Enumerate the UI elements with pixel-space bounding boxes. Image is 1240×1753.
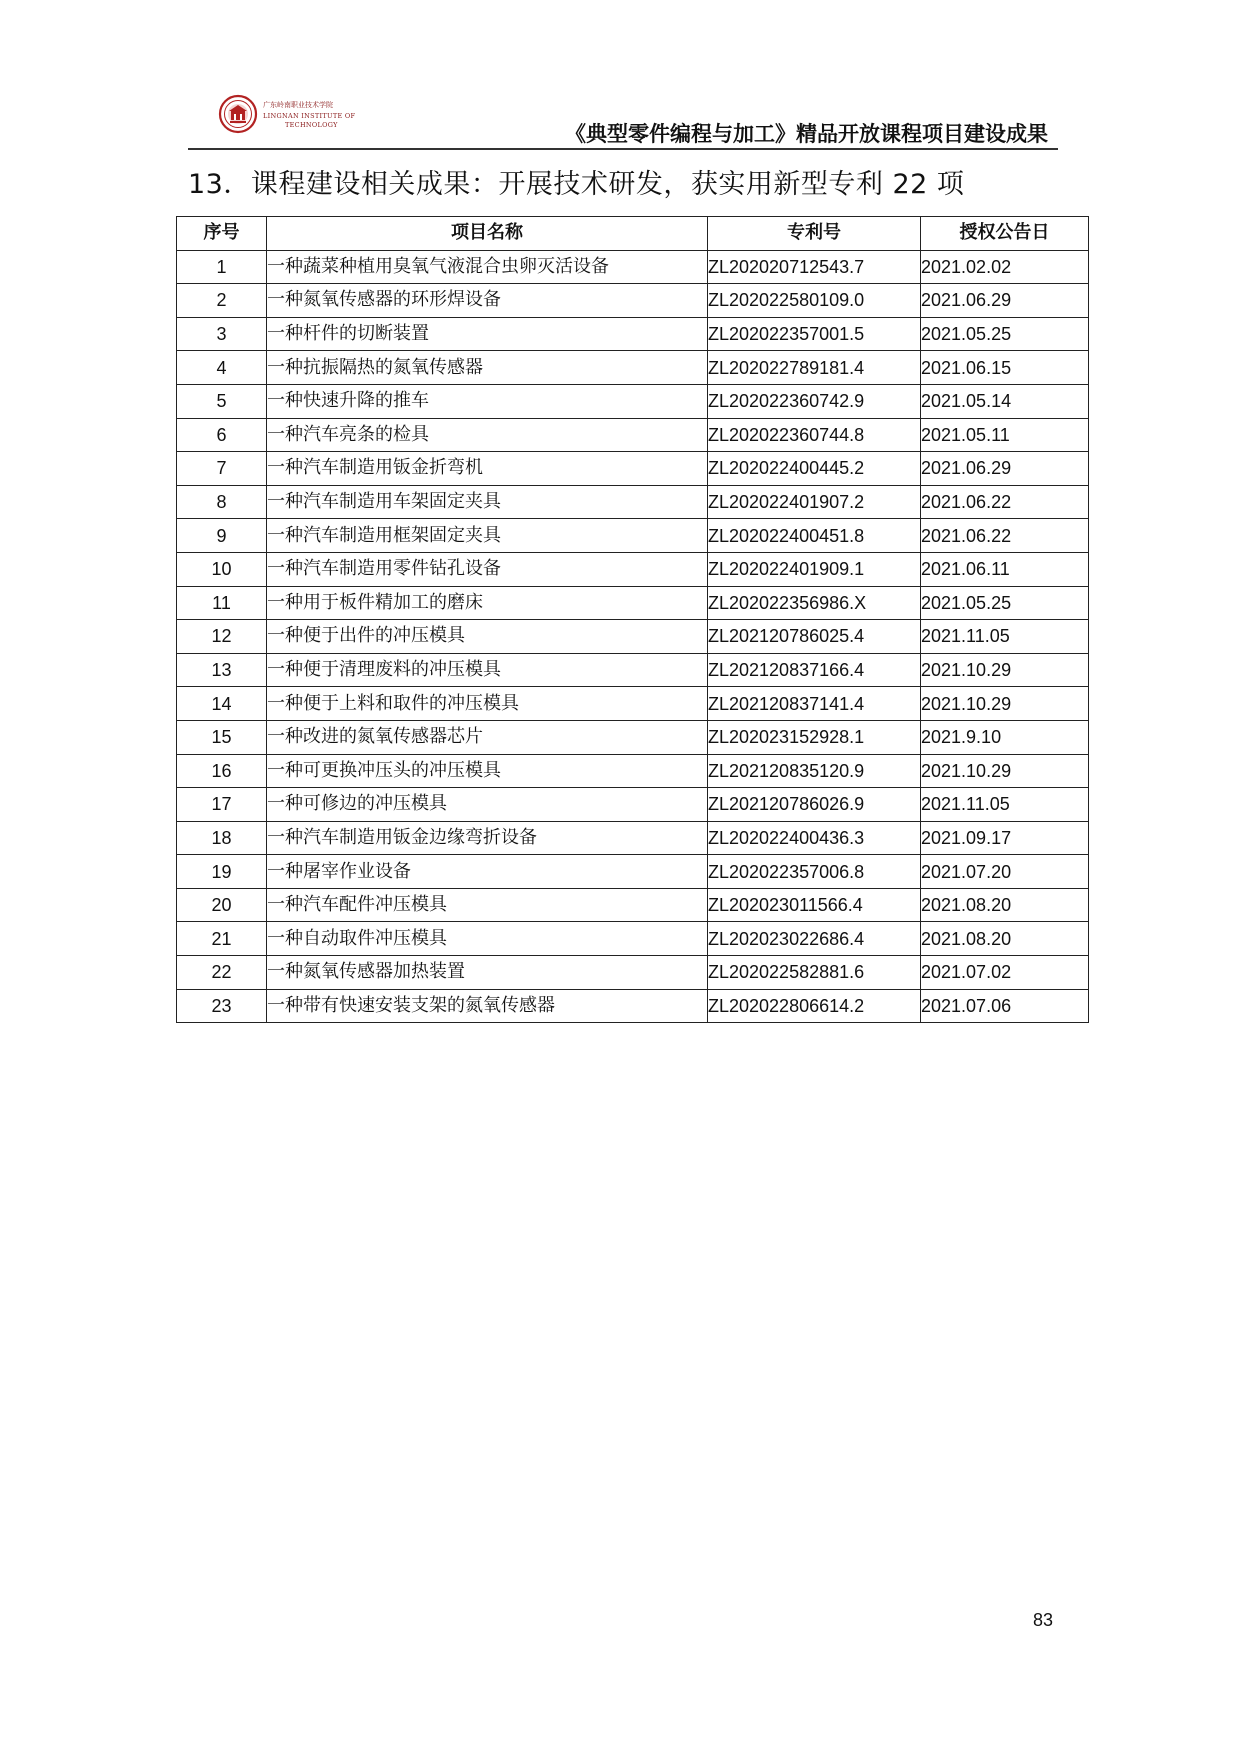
table-row <box>177 754 1089 788</box>
table-row <box>177 586 1089 620</box>
table-row <box>177 922 1089 956</box>
header-row <box>177 217 1089 251</box>
cell-project-name: 一种改进的氮氧传感器芯片 <box>267 720 708 754</box>
cell-grant-date: 2021.09.17 <box>921 821 1089 855</box>
cell-grant-date: 2021.05.25 <box>921 317 1089 351</box>
table-row <box>177 519 1089 553</box>
patent-table-body <box>177 250 1089 1023</box>
cell-patent-number: ZL202022806614.2 <box>708 989 921 1023</box>
cell-patent-number: ZL202022582881.6 <box>708 956 921 990</box>
cell-project-name: 一种用于板件精加工的磨床 <box>267 586 708 620</box>
cell-grant-date: 2021.11.05 <box>921 620 1089 654</box>
cell-patent-number: ZL202023011566.4 <box>708 888 921 922</box>
cell-grant-date: 2021.9.10 <box>921 720 1089 754</box>
cell-number: 18 <box>177 821 267 855</box>
cell-number: 14 <box>177 687 267 721</box>
cell-project-name: 一种汽车制造用钣金边缘弯折设备 <box>267 821 708 855</box>
logo-name-cn: 广东岭南职业技术学院 <box>263 101 333 109</box>
cell-project-name: 一种抗振隔热的氮氧传感器 <box>267 351 708 385</box>
cell-patent-number: ZL202022357006.8 <box>708 855 921 889</box>
table-row <box>177 888 1089 922</box>
table-row <box>177 485 1089 519</box>
cell-number: 5 <box>177 384 267 418</box>
logo-name-en-line1: LINGNAN INSTITUTE OF <box>263 112 356 120</box>
cell-patent-number: ZL202022360744.8 <box>708 418 921 452</box>
table-row <box>177 821 1089 855</box>
cell-project-name: 一种汽车配件冲压模具 <box>267 888 708 922</box>
table-row <box>177 620 1089 654</box>
cell-project-name: 一种便于上料和取件的冲压模具 <box>267 687 708 721</box>
cell-grant-date: 2021.08.20 <box>921 888 1089 922</box>
table-row <box>177 956 1089 990</box>
cell-patent-number: ZL202120837166.4 <box>708 653 921 687</box>
cell-project-name: 一种氮氧传感器加热装置 <box>267 956 708 990</box>
cell-grant-date: 2021.06.22 <box>921 519 1089 553</box>
cell-number: 16 <box>177 754 267 788</box>
logo-name-en-line2: TECHNOLOGY <box>285 121 338 129</box>
cell-number: 3 <box>177 317 267 351</box>
table-row <box>177 788 1089 822</box>
cell-patent-number: ZL202022580109.0 <box>708 284 921 318</box>
cell-grant-date: 2021.05.14 <box>921 384 1089 418</box>
cell-patent-number: ZL202022401907.2 <box>708 485 921 519</box>
cell-patent-number: ZL202022400445.2 <box>708 452 921 486</box>
cell-project-name: 一种便于出件的冲压模具 <box>267 620 708 654</box>
college-seal-icon <box>218 94 258 134</box>
cell-grant-date: 2021.05.25 <box>921 586 1089 620</box>
cell-patent-number: ZL202120786026.9 <box>708 788 921 822</box>
header-title: 《典型零件编程与加工》精品开放课程项目建设成果 <box>565 122 1048 146</box>
cell-number: 6 <box>177 418 267 452</box>
cell-number: 1 <box>177 250 267 284</box>
cell-number: 2 <box>177 284 267 318</box>
cell-grant-date: 2021.08.20 <box>921 922 1089 956</box>
cell-project-name: 一种蔬菜种植用臭氧气液混合虫卵灭活设备 <box>267 250 708 284</box>
cell-patent-number: ZL202120835120.9 <box>708 754 921 788</box>
cell-grant-date: 2021.10.29 <box>921 687 1089 721</box>
table-row <box>177 653 1089 687</box>
column-header-grant-date: 授权公告日 <box>921 217 1089 251</box>
cell-grant-date: 2021.06.15 <box>921 351 1089 385</box>
cell-patent-number: ZL202023152928.1 <box>708 720 921 754</box>
cell-number: 21 <box>177 922 267 956</box>
cell-grant-date: 2021.11.05 <box>921 788 1089 822</box>
cell-project-name: 一种自动取件冲压模具 <box>267 922 708 956</box>
patent-table-header <box>177 217 1089 251</box>
cell-patent-number: ZL202022400451.8 <box>708 519 921 553</box>
cell-grant-date: 2021.07.06 <box>921 989 1089 1023</box>
page-number: 83 <box>1033 1610 1054 1630</box>
cell-patent-number: ZL202022356986.X <box>708 586 921 620</box>
cell-grant-date: 2021.07.20 <box>921 855 1089 889</box>
logo-name-en <box>263 112 355 130</box>
cell-patent-number: ZL202022360742.9 <box>708 384 921 418</box>
cell-project-name: 一种可更换冲压头的冲压模具 <box>267 754 708 788</box>
cell-patent-number: ZL202120786025.4 <box>708 620 921 654</box>
cell-grant-date: 2021.10.29 <box>921 653 1089 687</box>
cell-number: 20 <box>177 888 267 922</box>
cell-grant-date: 2021.06.29 <box>921 284 1089 318</box>
cell-number: 4 <box>177 351 267 385</box>
column-header-patent-number: 专利号 <box>708 217 921 251</box>
cell-project-name: 一种汽车制造用框架固定夹具 <box>267 519 708 553</box>
table-row <box>177 317 1089 351</box>
cell-number: 12 <box>177 620 267 654</box>
cell-project-name: 一种快速升降的推车 <box>267 384 708 418</box>
table-row <box>177 452 1089 486</box>
cell-project-name: 一种汽车制造用车架固定夹具 <box>267 485 708 519</box>
column-header-number: 序号 <box>177 217 267 251</box>
cell-number: 8 <box>177 485 267 519</box>
cell-grant-date: 2021.06.22 <box>921 485 1089 519</box>
college-logo <box>218 94 368 138</box>
cell-project-name: 一种带有快速安装支架的氮氧传感器 <box>267 989 708 1023</box>
cell-patent-number: ZL202022401909.1 <box>708 552 921 586</box>
cell-grant-date: 2021.07.02 <box>921 956 1089 990</box>
table-row <box>177 552 1089 586</box>
table-row <box>177 284 1089 318</box>
cell-grant-date: 2021.06.11 <box>921 552 1089 586</box>
patent-table <box>176 216 1089 1023</box>
cell-patent-number: ZL202020712543.7 <box>708 250 921 284</box>
cell-patent-number: ZL202120837141.4 <box>708 687 921 721</box>
column-header-project-name: 项目名称 <box>267 217 708 251</box>
cell-number: 15 <box>177 720 267 754</box>
cell-grant-date: 2021.02.02 <box>921 250 1089 284</box>
cell-grant-date: 2021.10.29 <box>921 754 1089 788</box>
cell-project-name: 一种汽车亮条的检具 <box>267 418 708 452</box>
cell-project-name: 一种氮氧传感器的环形焊设备 <box>267 284 708 318</box>
cell-number: 23 <box>177 989 267 1023</box>
table-row <box>177 855 1089 889</box>
table-row <box>177 384 1089 418</box>
table-row <box>177 351 1089 385</box>
cell-number: 11 <box>177 586 267 620</box>
cell-number: 9 <box>177 519 267 553</box>
page-header <box>188 92 1058 150</box>
cell-patent-number: ZL202022357001.5 <box>708 317 921 351</box>
cell-number: 7 <box>177 452 267 486</box>
cell-number: 17 <box>177 788 267 822</box>
cell-number: 19 <box>177 855 267 889</box>
cell-number: 13 <box>177 653 267 687</box>
cell-patent-number: ZL202022789181.4 <box>708 351 921 385</box>
cell-patent-number: ZL202022400436.3 <box>708 821 921 855</box>
cell-project-name: 一种可修边的冲压模具 <box>267 788 708 822</box>
section-title: 13．课程建设相关成果：开展技术研发，获实用新型专利 22 项 <box>188 169 965 200</box>
cell-project-name: 一种便于清理废料的冲压模具 <box>267 653 708 687</box>
table-row <box>177 989 1089 1023</box>
cell-grant-date: 2021.06.29 <box>921 452 1089 486</box>
cell-project-name: 一种屠宰作业设备 <box>267 855 708 889</box>
table-row <box>177 687 1089 721</box>
table-row <box>177 720 1089 754</box>
cell-project-name: 一种杆件的切断装置 <box>267 317 708 351</box>
cell-grant-date: 2021.05.11 <box>921 418 1089 452</box>
table-row <box>177 418 1089 452</box>
cell-number: 10 <box>177 552 267 586</box>
cell-patent-number: ZL202023022686.4 <box>708 922 921 956</box>
table-row <box>177 250 1089 284</box>
cell-project-name: 一种汽车制造用钣金折弯机 <box>267 452 708 486</box>
cell-project-name: 一种汽车制造用零件钻孔设备 <box>267 552 708 586</box>
cell-number: 22 <box>177 956 267 990</box>
